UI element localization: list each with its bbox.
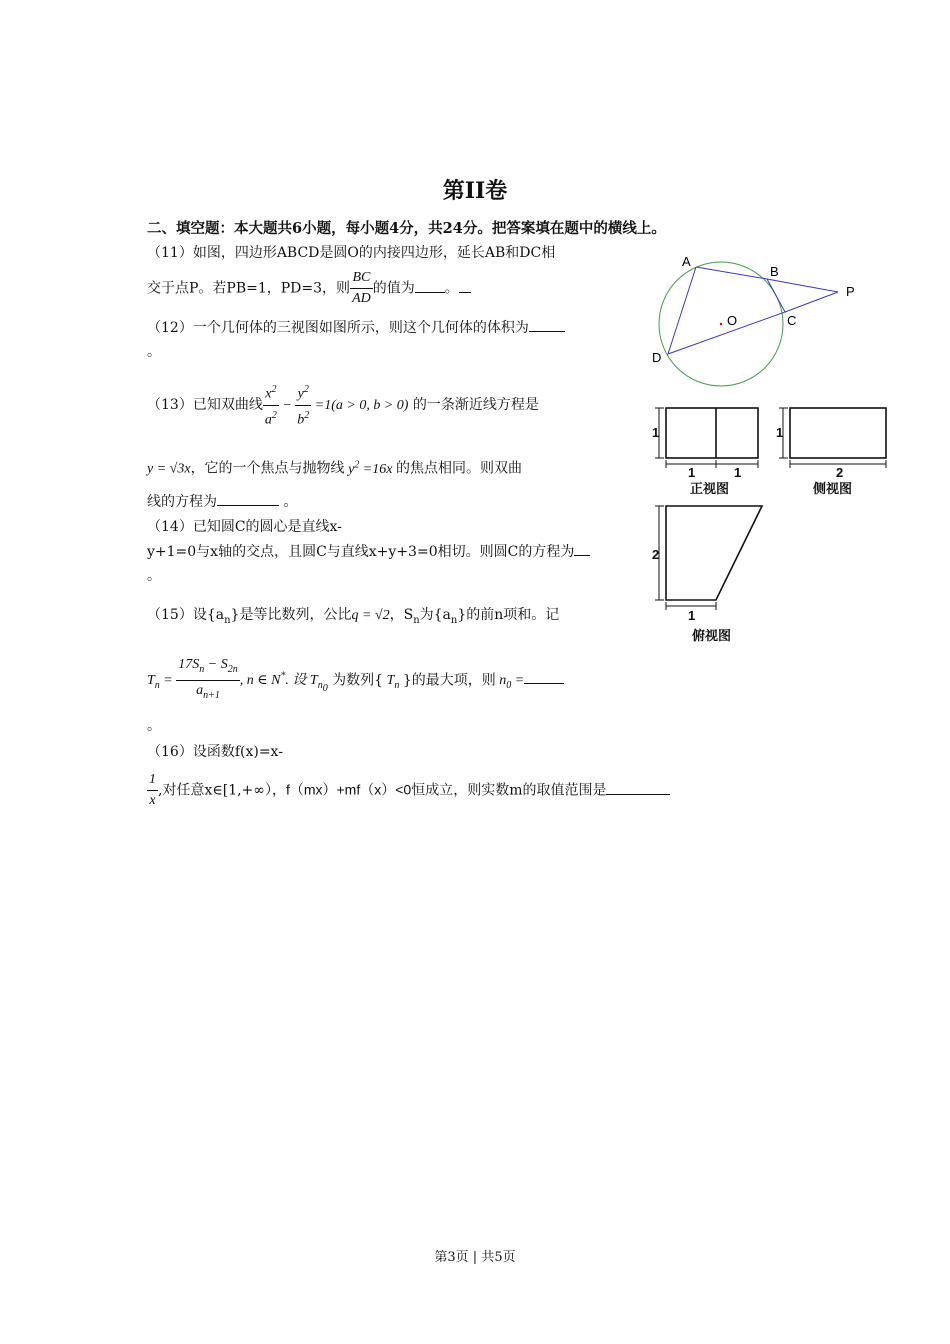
q11-answer-blank[interactable]: [415, 292, 445, 293]
q14-line2: [147, 542, 590, 562]
label-d: D: [652, 350, 662, 365]
q15-line1: （15）设$\{a_n\}$是等比数列，公比q = √2，$S_n$为$\{a_n\}$的前n项和。记: [147, 607, 560, 626]
q11-frac-num: BC: [352, 270, 371, 285]
q13-line3-tail: 。: [283, 494, 298, 510]
q11-line2: [147, 268, 471, 309]
front-view-label: 正视图: [690, 481, 730, 496]
center-dot: [720, 323, 722, 325]
top-dim-height: 2: [652, 547, 660, 562]
q15-line3: 。: [147, 718, 161, 734]
side-view-label: 侧视图: [813, 481, 853, 496]
q11-frac-den: AD: [350, 288, 373, 309]
q12-line1: [147, 318, 565, 338]
section-header: 二、填空题：本大题共6小题，每小题4分，共24分。把答案填在题中的横线上。: [147, 220, 666, 237]
q12-line2: 。: [147, 344, 161, 360]
q13-line3: [147, 492, 297, 512]
q14-answer-blank[interactable]: [574, 555, 590, 556]
q16-line1: （16）设函数f(x)=x-: [147, 744, 283, 760]
q13-answer-blank[interactable]: [217, 505, 279, 506]
q11-line2-pre: 交于点P。若PB=1，PD=3，则: [147, 280, 351, 297]
q13-line2-post: 的焦点相同。则双曲: [395, 460, 522, 477]
q11-blank-end: [459, 292, 471, 293]
q15-post: }的前n项和。记: [457, 607, 560, 623]
label-b: B: [770, 264, 779, 279]
circle-figure: [640, 248, 870, 398]
q11-fraction: [350, 268, 373, 309]
q13-post: 的一条渐近线方程是: [412, 397, 539, 414]
q14-text: y+1=0与x轴的交点，且圆C与直线x+y+3=0相切。则圆C的方程为: [147, 544, 575, 560]
q15-line2-mid: 为数列{: [332, 672, 384, 689]
q13-line2-mid: ，它的一个焦点与抛物线: [190, 460, 345, 477]
q16-interval: [1,+∞）: [222, 782, 272, 799]
q14-line3: 。: [147, 568, 161, 584]
q11-line1: （11）如图，四边形ABCD是圆O的内接四边形，延长AB和DC相: [147, 245, 556, 261]
q14-line1: （14）已知圆C的圆心是直线x-: [147, 519, 342, 535]
q13-line2: y = √3x，它的一个焦点与抛物线 $y^2 =16x$ 的焦点相同。则双曲: [147, 459, 522, 477]
q15-pre: （15）设{a: [147, 607, 225, 623]
q15-mid1: }是等比数列，公比: [230, 607, 352, 623]
q16-inequality: f（mx）+mf（x）<0: [285, 781, 412, 798]
q11-tail: 。: [444, 280, 459, 297]
q15-mid2: ，S: [389, 607, 414, 623]
label-a: A: [682, 254, 691, 269]
label-o: O: [727, 313, 738, 328]
label-p: P: [846, 284, 855, 299]
top-view-label: 俯视图: [692, 628, 732, 643]
q13-pre: （13）已知双曲线: [147, 397, 263, 414]
q12-text: （12）一个几何体的三视图如图所示，则这个几何体的体积为: [147, 320, 529, 336]
label-c: C: [787, 313, 797, 328]
q16-line2: $\frac{1}{x}$ ,对任意x∈[1,+∞），f（mx）+mf（x）<0恒成立，则实数m的取值范围是: [147, 770, 670, 811]
page-footer: 第3页 | 共5页: [434, 1250, 516, 1265]
front-view-rect: [666, 408, 758, 458]
page-title: 第II卷: [442, 178, 508, 204]
front-dim-height: 1: [652, 425, 660, 440]
q15-mid3: 为{a: [419, 607, 451, 623]
q15-line2: $T_n$ = $\frac{17S_n - S_{2n}}{a_{n+1}}$ , n ∈ N*. 设 $T_{n_0}$ 为数列{ $T_n$ }的最大项，则 $n_0$ =: [147, 655, 564, 706]
top-view-trapezoid: [666, 506, 762, 600]
side-dim-height: 1: [776, 425, 784, 440]
q16-answer-blank[interactable]: [606, 794, 670, 795]
front-dim-width-right: 1: [734, 465, 742, 480]
q12-answer-blank[interactable]: [529, 331, 565, 332]
side-view-rect: [790, 408, 886, 458]
segment-cp: [785, 292, 838, 312]
side-dim-width: 2: [836, 465, 844, 480]
q16-text-e: 恒成立，则实数m的取值范围是: [411, 782, 607, 799]
q13-line3-text: 线的方程为: [147, 494, 217, 510]
front-dim-width-left: 1: [688, 465, 696, 480]
q13-line1: （13）已知双曲线 $\frac{x^2}{a^2}$ − $\frac{y^2}{b^2}$ =1(a > 0, b > 0) 的一条渐近线方程是: [147, 380, 539, 430]
quadrilateral-abcd: [668, 267, 785, 354]
q16-text-a: ,对任意x: [158, 782, 213, 799]
segment-bp: [767, 279, 838, 292]
three-views-figure: [650, 402, 900, 650]
top-dim-width: 1: [688, 608, 696, 623]
q16-text-c: ，: [271, 782, 286, 799]
q11-line2-post: 的值为: [372, 280, 415, 297]
q15-answer-blank[interactable]: [524, 683, 564, 684]
q15-line2-post: }的最大项，则: [402, 672, 496, 689]
